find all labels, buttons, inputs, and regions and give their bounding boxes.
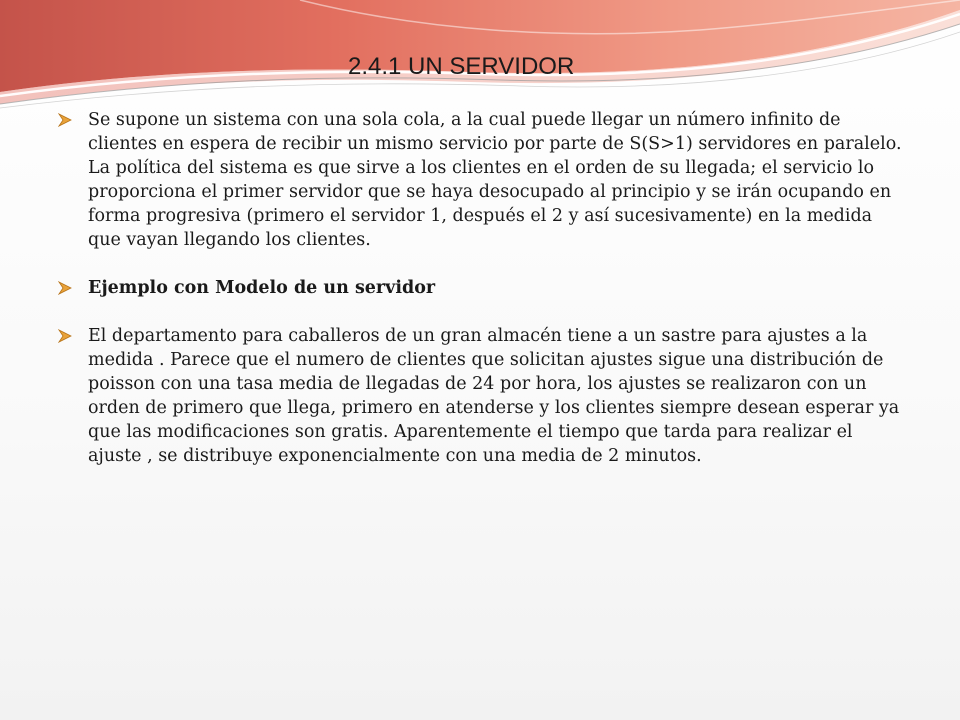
bullet-list bbox=[58, 108, 908, 468]
bullet-item-2 bbox=[58, 276, 908, 300]
arrow-bullet-icon bbox=[58, 281, 74, 295]
slide-title: 2.4.1 UN SERVIDOR bbox=[348, 53, 575, 80]
bullet-item-3 bbox=[58, 324, 908, 468]
bullet-text: Se supone un sistema con una sola cola, a la cual puede llegar un número infinito de clientes en espera de recibir un mismo servicio por parte de S(S>1) servidores en paralelo. La política del sistema es que sirve a los clientes en el orden de su llegada; el servicio lo proporciona el primer servidor que se haya desocupado al principio y se irán ocupando en forma progresiva (primero el servidor 1, después el 2 y así sucesivamente) en la medida que vayan llegando los clientes. bbox=[88, 110, 902, 250]
bullet-item-1 bbox=[58, 108, 908, 252]
bullet-text: El departamento para caballeros de un gran almacén tiene a un sastre para ajustes a la medida . Parece que el numero de clientes que solicitan ajustes sigue una distribución de poisson con una tasa media de llegadas de 24 por hora, los ajustes se realizaron con un orden de primero que llega, primero en atenderse y los clientes siempre desean esperar ya que las modificaciones son gratis. Aparentemente el tiempo que tarda para realizar el ajuste , se distribuye exponencialmente con una media de 2 minutos. bbox=[88, 326, 900, 466]
arrow-bullet-icon bbox=[58, 329, 74, 343]
arrow-bullet-icon bbox=[58, 113, 74, 127]
bullet-text-bold: Ejemplo con Modelo de un servidor bbox=[88, 278, 436, 298]
